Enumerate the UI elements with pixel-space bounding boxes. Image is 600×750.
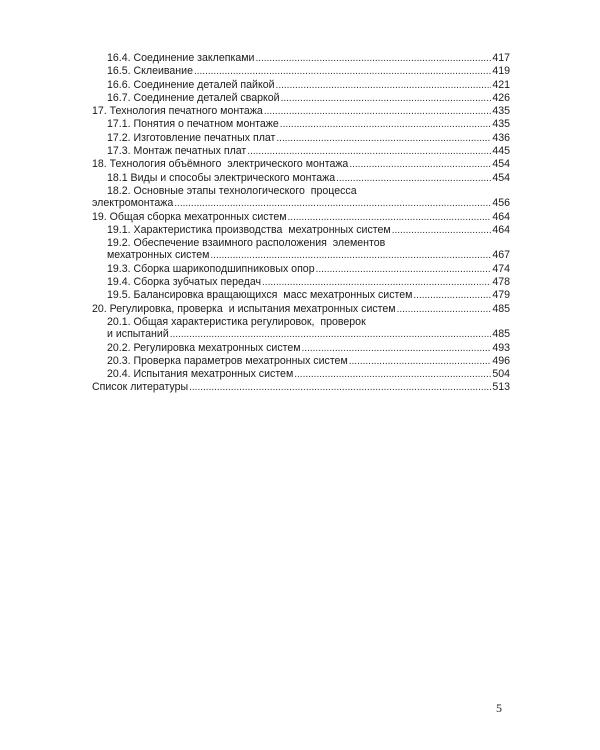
dot-leader xyxy=(336,172,491,185)
toc-entry-page: 417 xyxy=(492,52,510,64)
dot-leader xyxy=(302,342,492,355)
toc-entry-page: 464 xyxy=(492,223,510,236)
toc-entry-title: 20.2. Регулировка мехатронных систем xyxy=(107,341,301,354)
toc-chapter-page: 464 xyxy=(492,210,510,223)
toc-entry[interactable] xyxy=(92,263,510,276)
toc-entry[interactable] xyxy=(92,145,510,158)
toc-entry-title: 18.1 Виды и способы электрического монтажа xyxy=(107,171,336,184)
toc-entry-title: 20.3. Проверка параметров мехатронных систем xyxy=(107,354,348,367)
dot-leader xyxy=(174,197,491,210)
toc-entry-page: 454 xyxy=(492,171,510,184)
dot-leader xyxy=(397,303,492,316)
toc-entry-page: 496 xyxy=(492,354,510,367)
toc-chapter[interactable] xyxy=(92,105,510,118)
toc-entry[interactable] xyxy=(92,342,510,355)
toc-entry-title: 16.7. Соединение деталей сваркой xyxy=(107,91,280,104)
toc-entry-page: 421 xyxy=(492,78,510,91)
toc-chapter[interactable] xyxy=(92,303,510,316)
toc-entry-title: 17.1. Понятия о печатном монтаже xyxy=(107,118,279,131)
dot-leader xyxy=(349,355,492,368)
toc-entry-page: 436 xyxy=(492,131,510,144)
table-of-contents xyxy=(92,52,510,395)
toc-entry-title: 19.5. Балансировка вращающихся масс мехатронных систем xyxy=(107,289,413,302)
dot-leader xyxy=(189,381,491,394)
toc-entry-page: 474 xyxy=(492,262,510,275)
dot-leader xyxy=(194,65,491,78)
toc-entry-page: 479 xyxy=(492,289,510,302)
toc-chapter-page: 435 xyxy=(492,105,510,118)
toc-chapter-title: 18. Технология объёмного электрического монтажа xyxy=(92,158,349,171)
toc-entry[interactable] xyxy=(92,237,510,263)
toc-entry[interactable] xyxy=(92,92,510,105)
toc-entry-page: 485 xyxy=(492,328,510,341)
toc-entry-page: 478 xyxy=(492,276,510,289)
dot-leader xyxy=(276,132,491,145)
toc-entry-page: 435 xyxy=(492,118,510,131)
toc-entry[interactable] xyxy=(92,276,510,289)
toc-entry[interactable] xyxy=(92,289,510,302)
dot-leader xyxy=(413,289,491,302)
toc-entry-title: 17.2. Изготовление печатных плат xyxy=(107,131,276,144)
toc-entry[interactable] xyxy=(92,185,510,211)
toc-entry-title-first-line: 19.2. Обеспечение взаимного расположения элементов xyxy=(107,237,386,250)
toc-entry-title: 20.4. Испытания мехатронных систем xyxy=(107,368,294,381)
toc-entry-title: и испытаний xyxy=(107,328,169,341)
toc-entry-title: электромонтажа xyxy=(92,197,174,210)
toc-entry-title: мехатронных систем xyxy=(107,249,210,262)
toc-entry-title: 16.4. Соединение заклепками xyxy=(107,52,255,64)
dot-leader xyxy=(392,224,492,237)
toc-entry-page: 419 xyxy=(492,65,510,78)
toc-entry-page: 467 xyxy=(492,249,510,262)
dot-leader xyxy=(281,92,492,105)
toc-entry[interactable] xyxy=(92,224,510,237)
toc-entry[interactable] xyxy=(92,172,510,185)
toc-chapter-title: 17. Технология печатного монтажа xyxy=(92,105,263,118)
page-number: 5 xyxy=(496,701,502,715)
toc-entry-page: 445 xyxy=(492,145,510,158)
dot-leader xyxy=(255,52,491,65)
dot-leader xyxy=(280,118,492,131)
toc-chapter-page: 513 xyxy=(492,381,510,394)
dot-leader xyxy=(276,79,492,92)
dot-leader xyxy=(247,145,491,158)
toc-entry-title-first-line: 20.1. Общая характеристика регулировок, проверок xyxy=(107,315,366,328)
toc-entry-page: 426 xyxy=(492,91,510,104)
toc-entry-page: 456 xyxy=(492,197,510,210)
toc-chapter[interactable] xyxy=(92,211,510,224)
dot-leader xyxy=(210,249,491,262)
toc-entry[interactable] xyxy=(92,118,510,131)
dot-leader xyxy=(316,263,492,276)
toc-entry-title: 19.4. Сборка зубчатых передач xyxy=(107,276,262,289)
toc-entry-title: 17.3. Монтаж печатных плат xyxy=(107,145,247,158)
toc-entry-title-first-line: 18.2. Основные этапы технологического процесса xyxy=(107,184,357,197)
dot-leader xyxy=(349,158,491,171)
toc-chapter[interactable] xyxy=(92,158,510,171)
dot-leader xyxy=(264,105,492,118)
toc-entry-title: 16.6. Соединение деталей пайкой xyxy=(107,78,275,91)
toc-chapter-title: Список литературы xyxy=(92,381,189,394)
dot-leader xyxy=(294,368,491,381)
toc-entry[interactable] xyxy=(92,52,510,65)
toc-entry[interactable] xyxy=(92,316,510,342)
toc-entry[interactable] xyxy=(92,65,510,78)
toc-entry[interactable] xyxy=(92,132,510,145)
toc-entry-page: 493 xyxy=(492,341,510,354)
toc-entry-title: 16.5. Склеивание xyxy=(107,65,193,78)
toc-entry-page: 504 xyxy=(492,368,510,381)
toc-entry[interactable] xyxy=(92,368,510,381)
toc-chapter-title: 20. Регулировка, проверка и испытания мехатронных систем xyxy=(92,302,396,315)
dot-leader xyxy=(170,328,492,341)
toc-entry-title: 19.3. Сборка шарикоподшипниковых опор xyxy=(107,262,315,275)
dot-leader xyxy=(262,276,491,289)
toc-entry-title: 19.1. Характеристика производства мехатронных систем xyxy=(107,223,391,236)
toc-chapter-page: 454 xyxy=(492,158,510,171)
toc-chapter[interactable] xyxy=(92,381,510,394)
toc-chapter-title: 19. Общая сборка мехатронных систем xyxy=(92,210,287,223)
toc-entry[interactable] xyxy=(92,79,510,92)
toc-entry[interactable] xyxy=(92,355,510,368)
toc-chapter-page: 485 xyxy=(492,302,510,315)
dot-leader xyxy=(288,211,492,224)
